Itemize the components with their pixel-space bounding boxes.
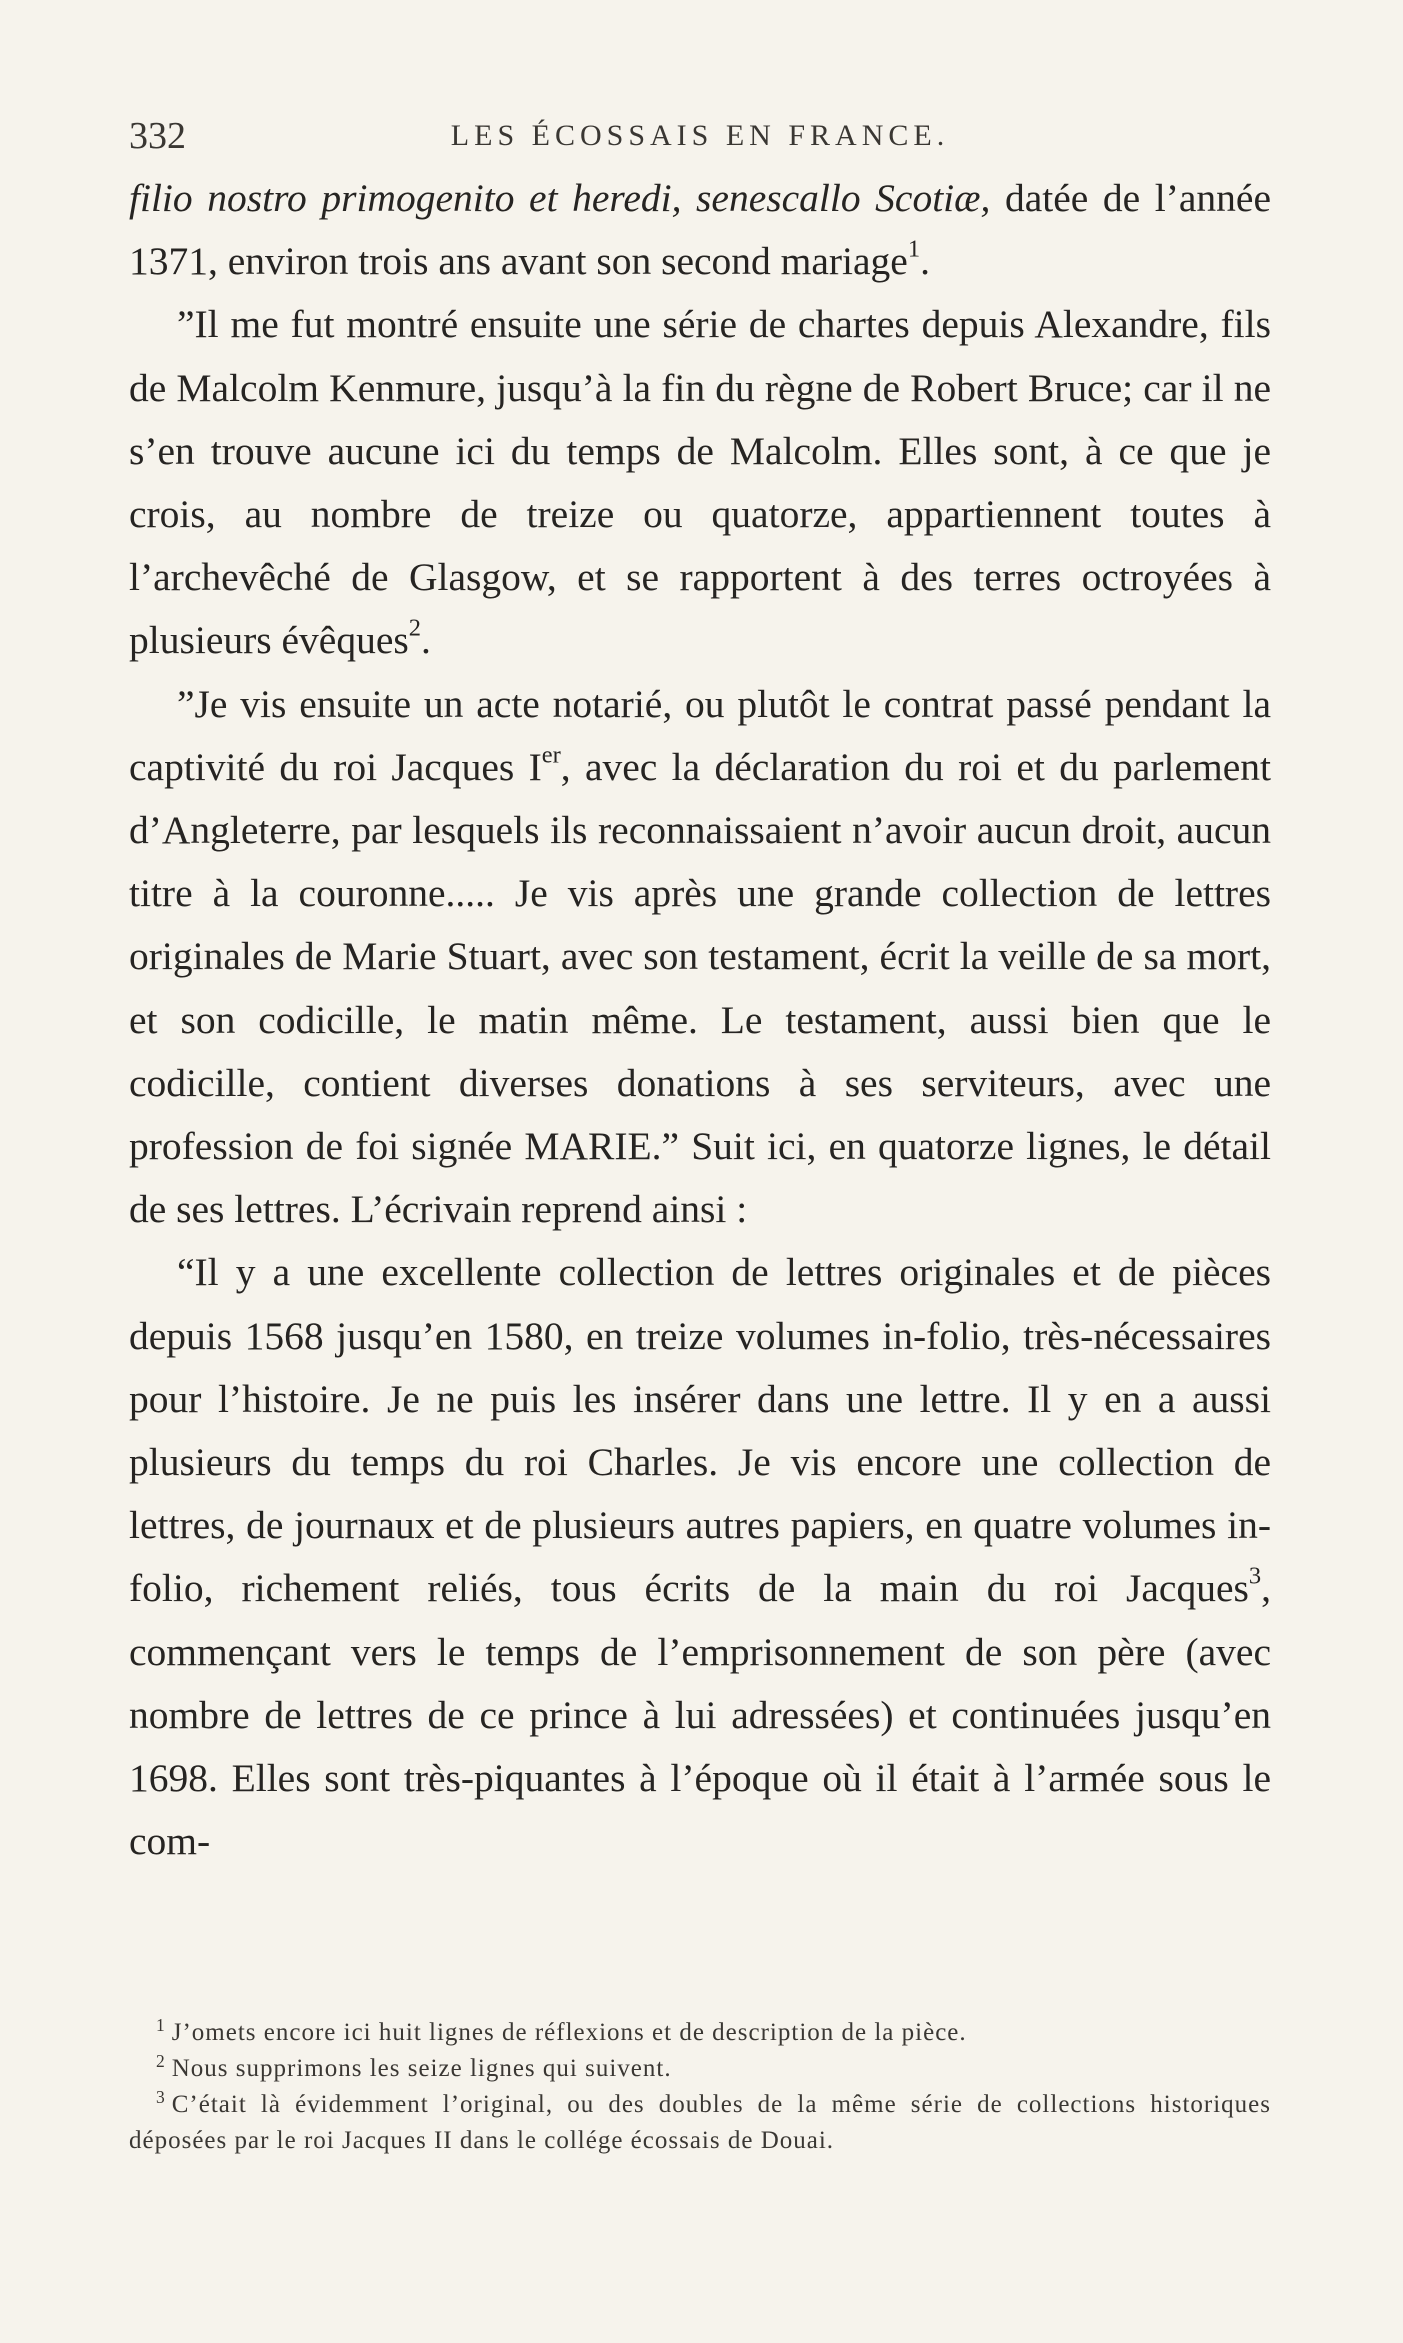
footnote: $^2$ Nous supprimons les seize lignes qui suivent. xyxy=(156,2051,672,2082)
body-text xyxy=(129,167,1271,1873)
latin-quote: filio nostro primogenito et heredi, senescallo Scotiæ, xyxy=(129,176,991,220)
footnote-mark: 3 xyxy=(156,2087,166,2108)
running-title: LES ÉCOSSAIS EN FRANCE. xyxy=(450,119,950,152)
paragraph-1: filio nostro primogenito et heredi, senescallo Scotiæ, datée de l’année 1371, environ trois ans avant son second mariage$^1$. xyxy=(129,176,1271,284)
footnote-mark: 1 xyxy=(156,2015,166,2036)
ordinal-superscript: er xyxy=(541,741,561,769)
running-head xyxy=(129,112,1271,160)
footnote-mark: 2 xyxy=(156,2051,166,2072)
paragraph-2: ”Il me fut montré ensuite une série de chartes depuis Alexandre, fils de Malcolm Kenmure, jusqu’à la fin du règne de Robert Bruce; car il ne s’en trouve aucune ici du temps de Malcolm. Elles sont, à ce que je crois, au nombre de treize ou quatorze, appartiennent toutes à l’archevêché de Glasgow, et se rapportent à des terres octroyées à plusieurs évêques$^2$. xyxy=(129,302,1271,663)
footnote-ref: 2 xyxy=(408,614,421,642)
footnote-ref: 1 xyxy=(907,235,921,263)
footnotes xyxy=(129,2015,1271,2159)
paragraph-4: “Il y a une excellente collection de lettres originales et de pièces depuis 1568 jusqu’en 1580, en treize volumes in-folio, très-nécessaires pour l’histoire. Je ne puis les insérer dans une lettre. Il y en a aussi plusieurs du temps du roi Charles. Je vis encore une collection de lettres, de journaux et de plusieurs autres papiers, en quatre volumes in-folio, richement reliés, tous écrits de la main du roi Jacques$^3$, commençant vers le temps de l’emprisonnement de son père (avec nombre de lettres de ce prince à lui adressées) et continuées jusqu’en 1698. Elles sont très-piquantes à l’époque où il était à l’armée sous le com- xyxy=(129,1250,1271,1864)
footnote: $^3$ C’était là évidemment l’original, ou des doubles de la même série de collections historiques déposées par le roi Jacques II dans le collége écossais de Douai. xyxy=(129,2087,1271,2154)
page-number: 332 xyxy=(129,115,186,157)
footnote: $^1$ J’omets encore ici huit lignes de réflexions et de description de la pièce. xyxy=(156,2015,967,2046)
paragraph-3: ”Je vis ensuite un acte notarié, ou plutôt le contrat passé pendant la captivité du roi Jacques Ier, avec la déclaration du roi et du parlement d’Angleterre, par lesquels ils reconnaissaient n’avoir aucun droit, aucun titre à la couronne..... Je vis après une grande collection de lettres originales de Marie Stuart, avec son testament, écrit la veille de sa mort, et son codicille, le matin même. Le testament, aussi bien que le codicille, contient diverses donations à ses serviteurs, avec une profession de foi signée MARIE.” Suit ici, en quatorze lignes, le détail de ses lettres. L’écrivain reprend ainsi : xyxy=(129,681,1271,1232)
footnote-ref: 3 xyxy=(1248,1562,1262,1590)
